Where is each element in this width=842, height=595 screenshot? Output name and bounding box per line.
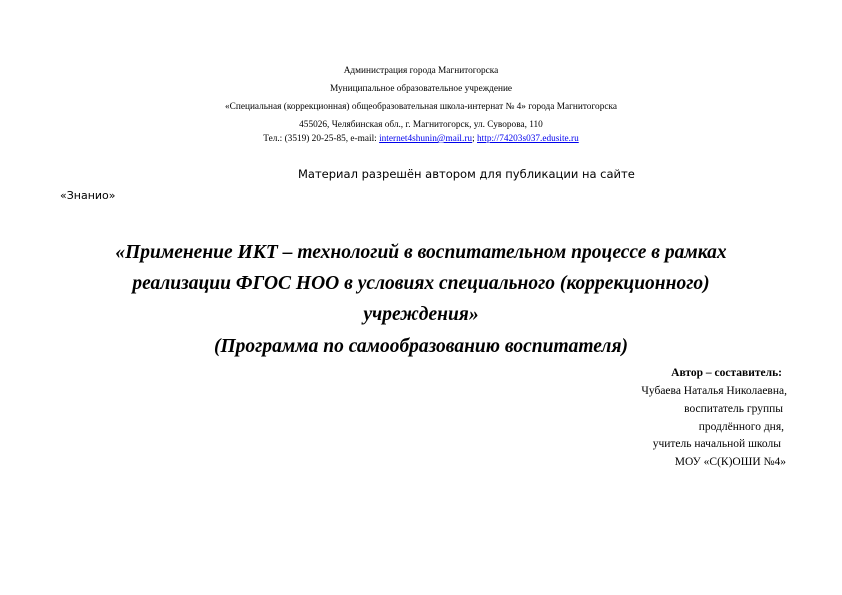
contacts-separator: ; [472,134,477,144]
title-line-2: реализации ФГОС НОО в условиях специального (коррекционного) [132,273,710,294]
title-line-4: (Программа по самообразованию воспитателя) [214,336,628,357]
author-position-2: продлённого дня, [698,421,784,433]
publication-site: «Знанио» [60,189,116,202]
title-line-3: учреждения» [363,304,479,325]
author-position-3: учитель начальной школы [652,438,781,450]
contacts-phone: Тел.: (3519) 20-25-85, e-mail: [263,134,380,144]
author-position-1: воспитатель группы [684,403,783,415]
author-heading: Автор – составитель: [671,367,782,379]
title-line-1: «Применение ИКТ – технологий в воспитательном процессе в рамках [115,242,727,263]
header-address: 455026, Челябинская обл., г. Магнитогорск, ул. Суворова, 110 [299,120,543,130]
email-link[interactable]: internet4shunin@mail.ru [379,134,473,144]
author-school: МОУ «С(К)ОШИ №4» [674,456,786,468]
header-administration: Администрация города Магнитогорска [343,66,499,76]
author-name: Чубаева Наталья Николаевна, [641,385,787,397]
header-institution-type: Муниципальное образовательное учреждение [329,84,513,94]
header-school-name: «Специальная (коррекционная) общеобразовательная школа-интернат № 4» города Магнитогорска [225,102,617,112]
header-contacts [0,130,842,148]
website-link[interactable]: http://74203s037.edusite.ru [477,134,579,144]
publication-notice: Материал разрешён автором для публикации на сайте [298,167,635,181]
